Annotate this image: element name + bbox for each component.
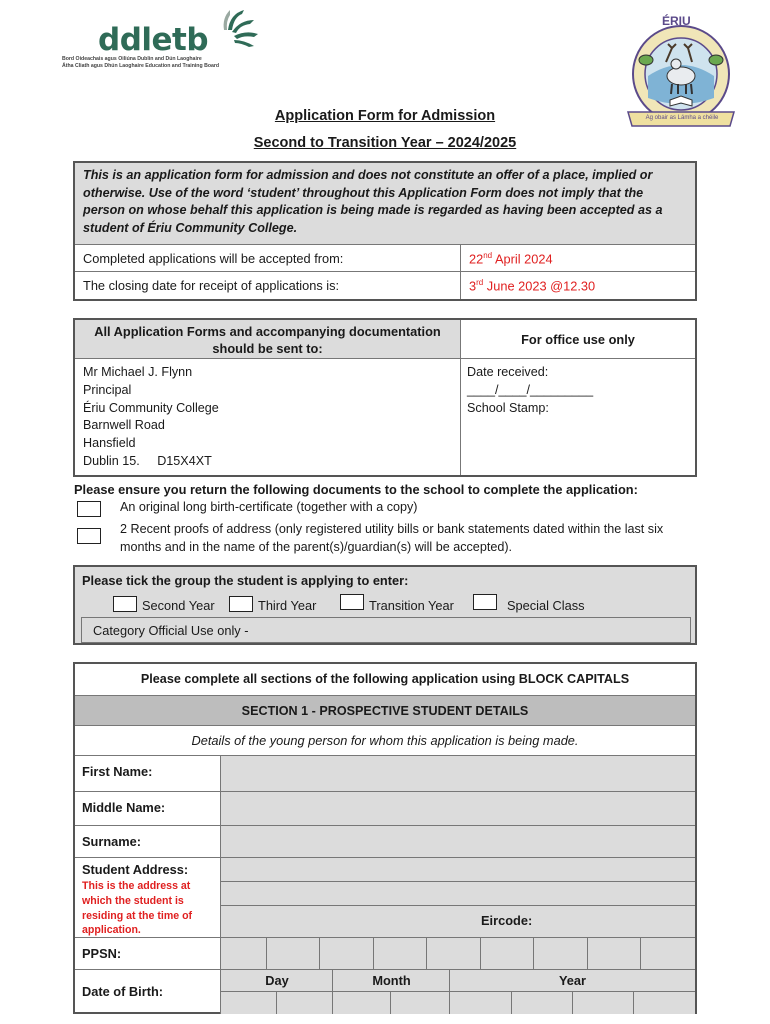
first-name-label: First Name:: [75, 756, 221, 791]
address-line-2-field[interactable]: [221, 882, 695, 906]
accepted-label: Completed applications will be accepted from:: [75, 245, 461, 271]
crest-name: ÉRIU: [662, 14, 691, 28]
date-received-label: Date received:: [467, 365, 549, 379]
birth-cert-checkbox[interactable]: [77, 501, 101, 517]
eircode-cell[interactable]: [221, 906, 695, 937]
address-line-1-field[interactable]: [221, 858, 695, 882]
address-line: Dublin 15. D15X4XT: [83, 453, 212, 468]
logo-subtitle-2: Átha Cliath agus Dhún Laoghaire Education and Training Board: [62, 63, 220, 69]
block-capitals-instruction: Please complete all sections of the following application using BLOCK CAPITALS: [75, 664, 695, 696]
surname-field[interactable]: [221, 826, 695, 857]
ppsn-cell[interactable]: [588, 938, 641, 969]
dob-digit-cell[interactable]: [277, 992, 333, 1014]
dob-month-label: Month: [372, 973, 411, 988]
surname-row: [75, 826, 695, 858]
dob-digit-cell[interactable]: [221, 992, 277, 1014]
ppsn-cell[interactable]: [221, 938, 267, 969]
section1-subheading: Details of the young person for whom this application is being made.: [75, 726, 695, 756]
address-row: [75, 858, 695, 938]
dob-label: Date of Birth:: [75, 970, 221, 1014]
transition-year-label: Transition Year: [369, 598, 454, 613]
ppsn-cell[interactable]: [641, 938, 695, 969]
dob-digit-cell[interactable]: [450, 992, 512, 1014]
special-class-label: Special Class: [507, 598, 585, 613]
documents-heading: Please ensure you return the following documents to the school to complete the application:: [74, 482, 638, 497]
proof-address-item: 2 Recent proofs of address (only registered utility bills or bank statements dated within the last six months and in the name of the parent(s)/guardian(s) will be accepted).: [120, 522, 664, 554]
proof-address-checkbox[interactable]: [77, 528, 101, 544]
postal-address: [75, 359, 461, 475]
send-to-heading: All Application Forms and accompanying documentation should be sent to:: [75, 320, 461, 358]
office-use-area: [461, 359, 695, 475]
school-stamp-label: School Stamp:: [467, 401, 549, 415]
intro-box: [73, 161, 697, 301]
eircode-label: Eircode:: [481, 913, 533, 928]
first-name-field[interactable]: [221, 756, 695, 791]
address-line: Ériu Community College: [83, 400, 219, 415]
surname-label: Surname:: [75, 826, 221, 857]
first-name-row: [75, 756, 695, 792]
middle-name-label: Middle Name:: [75, 792, 221, 825]
crest-motto: Ag obair as Lámha a chéile: [645, 115, 719, 121]
third-year-checkbox[interactable]: [229, 596, 253, 612]
ppsn-boxes: [221, 938, 695, 969]
group-heading: Please tick the group the student is applying to enter:: [82, 573, 409, 588]
address-line: Hansfield: [83, 436, 136, 451]
category-official-use: Category Official Use only -: [81, 617, 691, 643]
transition-year-checkbox[interactable]: [340, 594, 364, 610]
closing-date: 3rd June 2023 @12.30: [469, 278, 596, 294]
ppsn-cell[interactable]: [267, 938, 320, 969]
address-label-cell: [75, 858, 221, 937]
second-year-checkbox[interactable]: [113, 596, 137, 612]
accepted-date: 22nd April 2024: [469, 251, 553, 267]
dob-digit-cell[interactable]: [391, 992, 450, 1014]
address-note: This is the address at which the student is residing at the time of application.: [82, 880, 193, 937]
ddletb-logo: [62, 8, 272, 70]
dob-digit-cell[interactable]: [634, 992, 695, 1014]
ppsn-cell[interactable]: [320, 938, 374, 969]
middle-name-field[interactable]: [221, 792, 695, 825]
form-subtitle: Second to Transition Year – 2024/2025: [253, 135, 517, 151]
ppsn-cell[interactable]: [534, 938, 588, 969]
closing-label: The closing date for receipt of applications is:: [75, 272, 461, 299]
birth-cert-item: An original long birth-certificate (together with a copy): [120, 500, 418, 514]
logo-swirl-icon: [210, 8, 262, 48]
dob-day-label: Day: [265, 973, 289, 988]
ppsn-cell[interactable]: [374, 938, 427, 969]
group-selection-box: [73, 565, 697, 645]
ppsn-row: [75, 938, 695, 970]
office-use-heading: For office use only: [521, 332, 635, 347]
middle-name-row: [75, 792, 695, 826]
ppsn-cell[interactable]: [481, 938, 534, 969]
section1-form: [73, 662, 697, 1014]
dob-digit-cell[interactable]: [512, 992, 573, 1014]
dob-grid: [221, 970, 695, 1014]
dob-row: [75, 970, 695, 1014]
special-class-checkbox[interactable]: [473, 594, 497, 610]
address-line: Barnwell Road: [83, 418, 165, 433]
date-received-blank[interactable]: ____/____/_________: [467, 383, 594, 397]
accepted-row: [75, 245, 695, 272]
student-address-label: Student Address:: [82, 862, 189, 877]
disclaimer-text: This is an application form for admission and does not constitute an offer of a place, implied or otherwise. Use of the word ‘student’ throughout this Application Form does not imply that the person on whose behalf this application is being made is regarded as having been accepted as a student of Ériu Community College.: [75, 163, 695, 245]
second-year-label: Second Year: [142, 598, 215, 613]
address-line: Principal: [83, 382, 132, 397]
third-year-label: Third Year: [258, 598, 317, 613]
address-box: [73, 318, 697, 477]
dob-digit-cell[interactable]: [333, 992, 391, 1014]
section1-heading: SECTION 1 - PROSPECTIVE STUDENT DETAILS: [75, 696, 695, 726]
ppsn-cell[interactable]: [427, 938, 481, 969]
ppsn-label: PPSN:: [75, 938, 221, 969]
logo-subtitle-1: Bord Oideachais agus Oiliúna Dublin and Dún Laoghaire: [62, 56, 202, 62]
address-line: Mr Michael J. Flynn: [83, 365, 193, 379]
logo-wordmark: ddletb: [98, 22, 209, 58]
closing-row: [75, 272, 695, 299]
dob-year-label: Year: [558, 973, 587, 988]
dob-digit-cell[interactable]: [573, 992, 634, 1014]
form-title: Application Form for Admission: [274, 108, 496, 124]
